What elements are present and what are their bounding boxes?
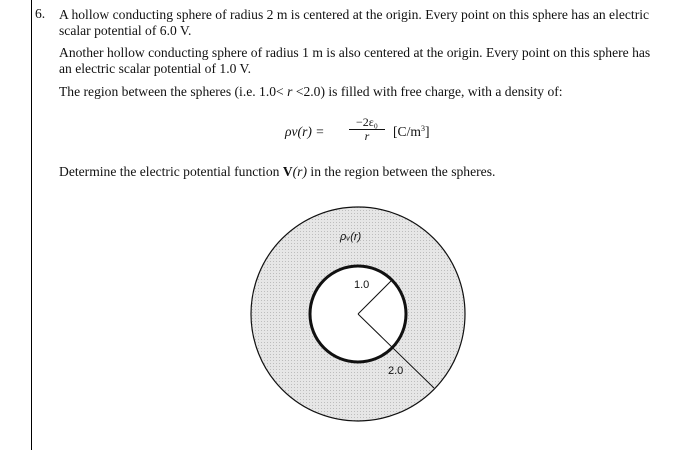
- question-r: (r): [292, 164, 308, 179]
- problem-line-1: A hollow conducting sphere of radius 2 m is centered at the origin. Every point on this sphere has an electric: [59, 7, 650, 22]
- units-close: ]: [424, 124, 430, 139]
- outer-radius-label: 2.0: [388, 365, 404, 377]
- problem-line-3: Another hollow conducting sphere of radius 1 m is also centered at the origin. Every point on this sphere has: [59, 45, 651, 60]
- problem-number: 6.: [35, 6, 46, 21]
- question-V: V: [282, 164, 293, 179]
- line5-end: <2.0) is filled with free charge, with a density of:: [295, 84, 563, 99]
- problem-line-4: an electric scalar potential of 1.0 V.: [59, 61, 252, 76]
- question-start: Determine the electric potential function: [59, 164, 283, 179]
- question-end: in the region between the spheres.: [307, 164, 496, 179]
- formula-lhs: ρv(r) =: [285, 124, 325, 139]
- line5-start: The region between the spheres (i.e. 1.0<: [59, 84, 284, 99]
- formula-numerator: −2ε₀: [356, 115, 378, 129]
- line5-r: r: [283, 84, 296, 99]
- units-text: [C/m: [393, 124, 421, 139]
- formula-denominator: r: [364, 129, 370, 143]
- units-exponent: 3: [420, 124, 425, 133]
- problem-line-2: scalar potential of 6.0 V.: [59, 23, 192, 38]
- inner-radius-label: 1.0: [354, 279, 370, 291]
- charge-density-label: ρᵥ(r): [340, 231, 362, 243]
